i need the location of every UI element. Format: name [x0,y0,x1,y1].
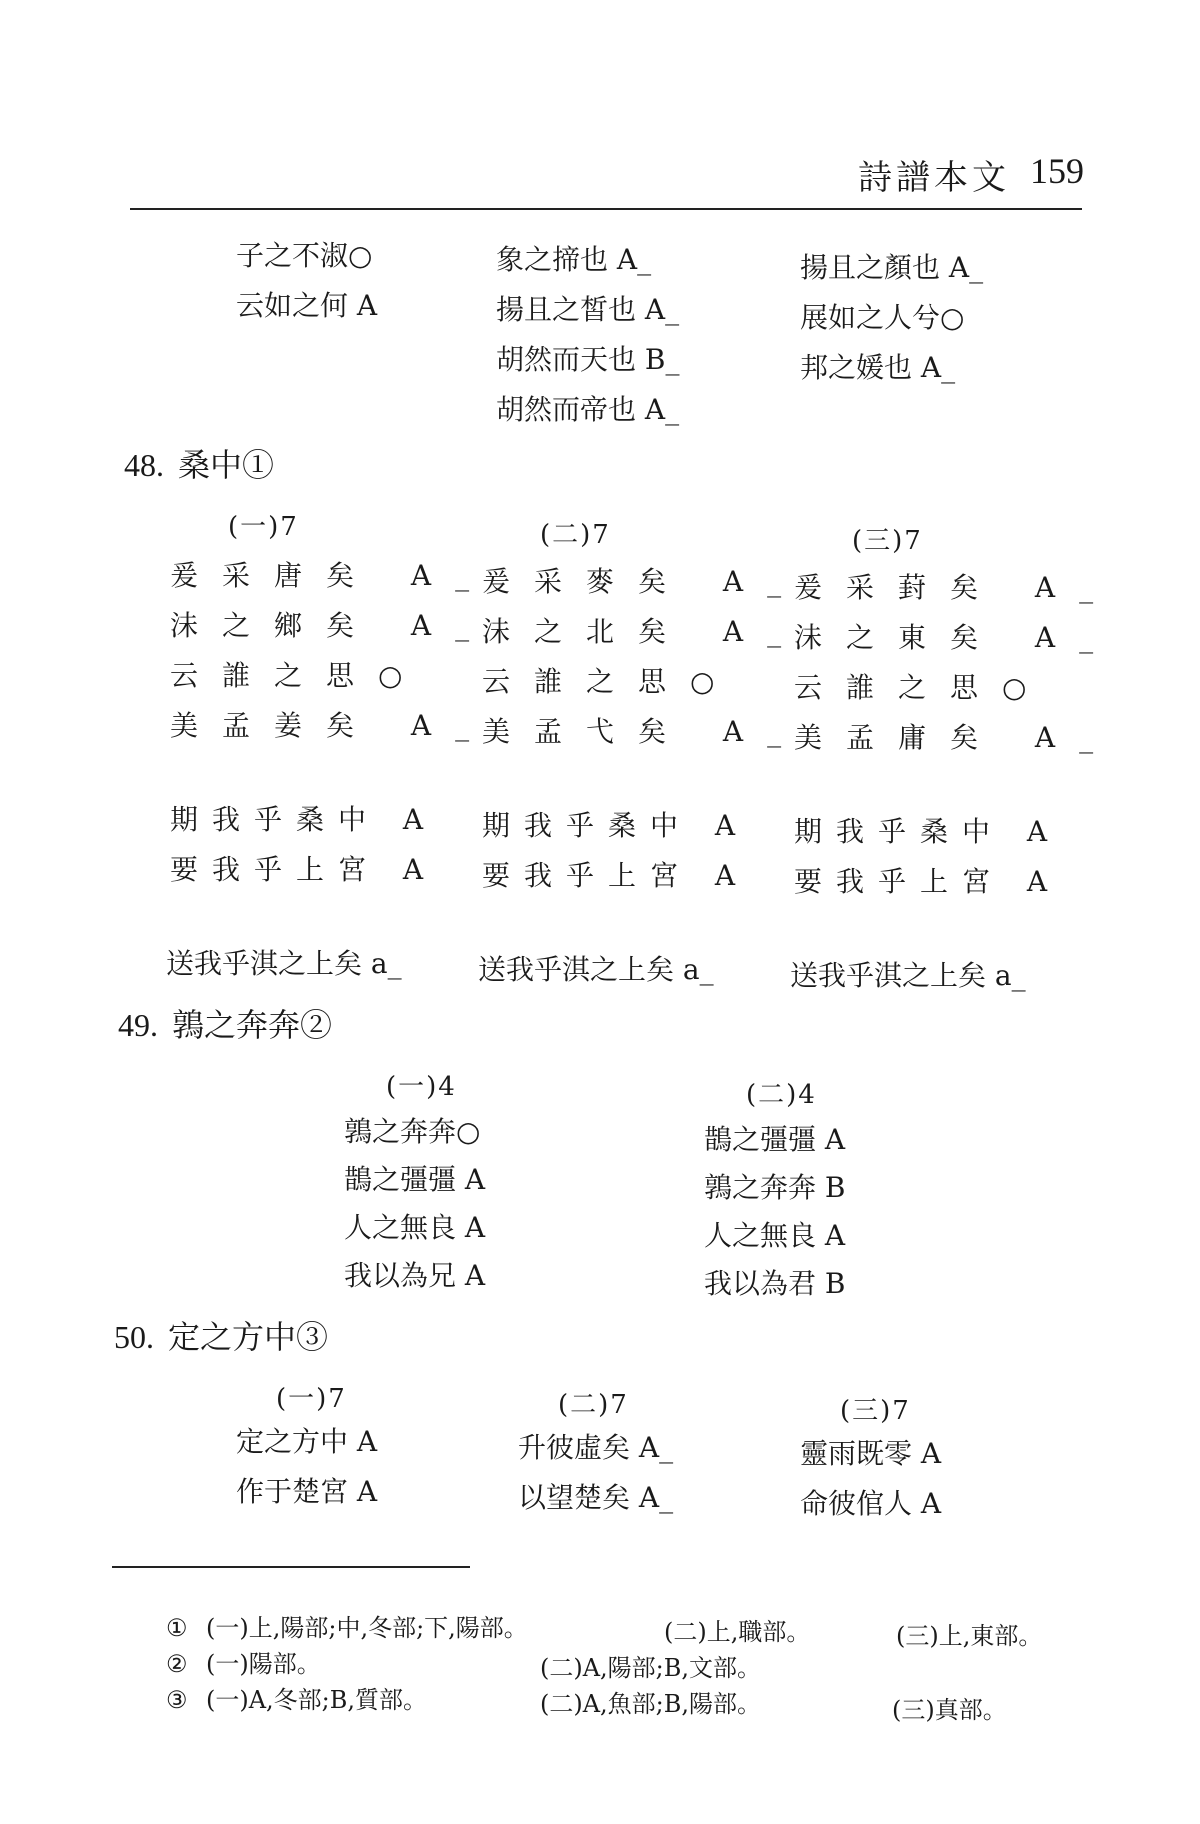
poem-line: 我以為兄 A [344,1259,486,1292]
poem-line: 期我乎桑中 A [482,809,750,842]
section-title: 桑中① [178,446,275,484]
poem-line: 美孟姜矣 A_ [170,709,494,742]
stanza-label: (二)4 [746,1080,817,1110]
poem-line: 沬之東矣 A_ [794,621,1118,654]
poem-line: 云誰之思○ [170,659,427,692]
footnote-text: (三)真部。 [892,1696,1007,1724]
footnote-text: (二)A,魚部;B,陽部。 [540,1690,762,1718]
poem-line: 爰采麥矣 A_ [482,565,806,598]
stanza-label: (三)7 [852,526,923,556]
poem-line: 美孟弋矣 A_ [482,715,806,748]
poem-line: 云誰之思○ [794,671,1051,704]
section-heading-48 [124,440,274,486]
poem-line: 期我乎桑中 A [794,815,1062,848]
poem-line: 升彼虛矣 A_ [518,1431,674,1464]
poem-line: 胡然而帝也 A_ [496,393,680,426]
poem-line: 象之揥也 A_ [496,243,652,276]
poem-line: 展如之人兮○ [800,301,965,334]
poem-line: 子之不淑○ [236,239,373,272]
poem-line: 定之方中 A [236,1425,378,1458]
section-number: 50. [114,1319,154,1355]
poem-line: 作于楚宮 A [236,1475,378,1508]
poem-line: 揚且之顏也 A_ [800,251,984,284]
footnote-text: (二)A,陽部;B,文部。 [540,1654,762,1682]
poem-line: 要我乎上宮 A [794,865,1062,898]
stanza-label: (一)4 [386,1072,457,1102]
poem-line: 送我乎淇之上矣 a_ [478,953,714,986]
poem-line: 鵲之彊彊 A [344,1163,486,1196]
poem-line: 美孟庸矣 A_ [794,721,1118,754]
footnote-rule [112,1566,470,1568]
section-number: 48. [124,447,164,483]
poem-line: 送我乎淇之上矣 a_ [166,947,402,980]
poem-line: 靈雨既零 A [800,1437,942,1470]
stanza-label: (二)7 [540,520,611,550]
header-rule [130,208,1082,210]
stanza-label: (一)7 [228,512,299,542]
footnote-text: (一)上,陽部;中,冬部;下,陽部。 [206,1614,528,1642]
stanza-label: (二)7 [558,1390,629,1420]
poem-line: 沬之北矣 A_ [482,615,806,648]
page-number: 159 [1030,151,1084,191]
section-heading-49 [118,1000,332,1046]
poem-line: 期我乎桑中 A [170,803,438,836]
poem-line: 要我乎上宮 A [482,859,750,892]
footnote-mark: ① [166,1614,188,1642]
section-title: 鶉之奔奔② [172,1006,333,1044]
poem-line: 鶉之奔奔 B [704,1171,846,1204]
footnote-mark: ③ [166,1686,188,1714]
poem-line: 云誰之思○ [482,665,739,698]
poem-line: 以望楚矣 A_ [518,1481,674,1514]
poem-line: 揚且之皙也 A_ [496,293,680,326]
poem-line: 爰采葑矣 A_ [794,571,1118,604]
footnote-mark: ② [166,1650,188,1678]
stanza-label: (三)7 [840,1396,911,1426]
poem-line: 爰采唐矣 A_ [170,559,494,592]
poem-line: 要我乎上宮 A [170,853,438,886]
poem-line: 送我乎淇之上矣 a_ [790,959,1026,992]
poem-line: 鵲之彊彊 A [704,1123,846,1156]
section-number: 49. [118,1007,158,1043]
poem-line: 人之無良 A [344,1211,486,1244]
stanza-label: (一)7 [276,1384,347,1414]
poem-line: 胡然而天也 B_ [496,343,680,376]
poem-line: 云如之何 A [236,289,378,322]
footnote-text: (一)A,冬部;B,質部。 [206,1686,428,1714]
poem-line: 鶉之奔奔○ [344,1115,481,1148]
footnote-text: (一)陽部。 [206,1650,321,1678]
footnote-text: (三)上,東部。 [896,1622,1043,1650]
footnote-text: (二)上,職部。 [664,1618,811,1646]
poem-line: 沬之鄉矣 A_ [170,609,494,642]
poem-line: 邦之媛也 A_ [800,351,956,384]
section-heading-50 [114,1312,328,1358]
running-header-title: 詩譜本文 [858,158,1010,198]
poem-line: 命彼倌人 A [800,1487,942,1520]
poem-line: 我以為君 B [704,1267,846,1300]
section-title: 定之方中③ [168,1318,329,1356]
poem-line: 人之無良 A [704,1219,846,1252]
